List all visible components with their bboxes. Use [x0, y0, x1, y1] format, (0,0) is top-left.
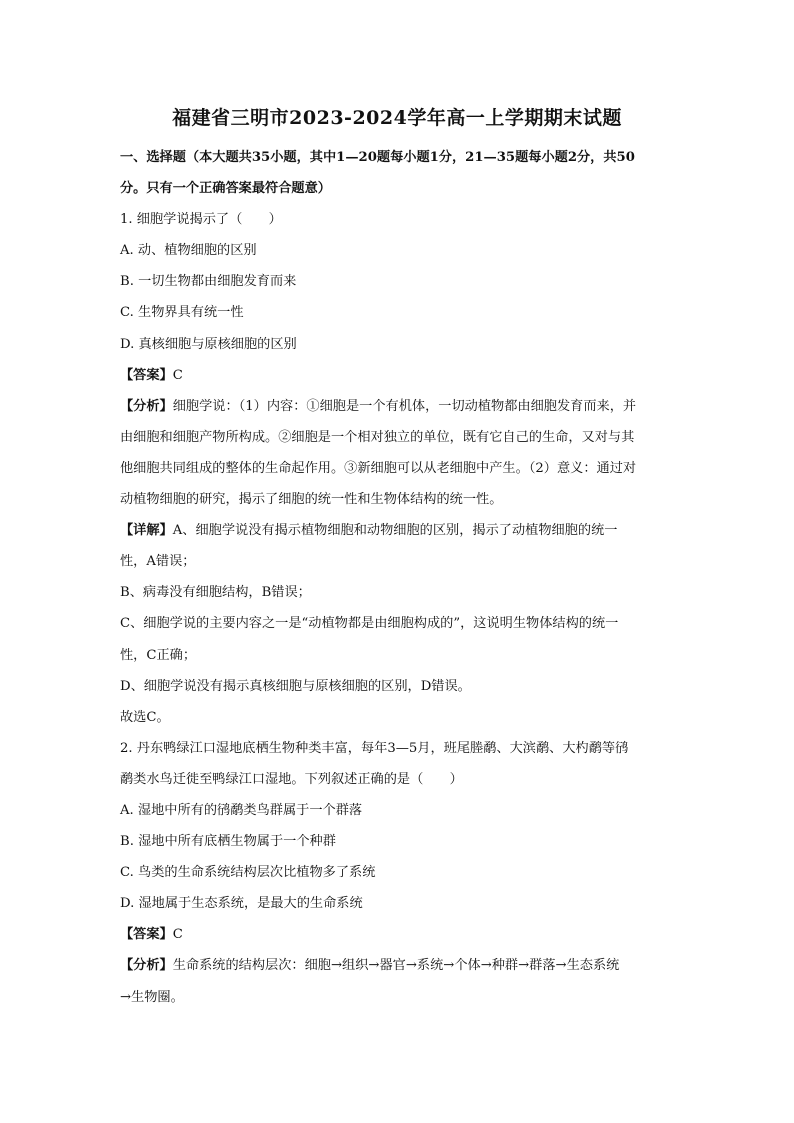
section-header-line: 一、选择题（本大题共35小题，其中1—20题每小题1分，21—35题每小题2分，共50 [120, 150, 635, 165]
option-b: B. 湿地中所有底栖生物属于一个种群 [120, 834, 336, 850]
question-stem: 鹬类水鸟迁徙至鸭绿江口湿地。下列叙述正确的是（ ） [120, 771, 463, 787]
option-a: A. 动、植物细胞的区别 [120, 243, 257, 259]
option-c: C. 鸟类的生命系统结构层次比植物多了系统 [120, 865, 376, 881]
answer-tag: 【答案】 [120, 927, 173, 943]
analysis-line: →生物圈。 [120, 989, 184, 1005]
detail-line: D、细胞学说没有揭示真核细胞与原核细胞的区别，D错误。 [120, 678, 471, 694]
question-stem: 1. 细胞学说揭示了（ ） [120, 212, 282, 228]
detail-line [120, 515, 680, 546]
question-2 [120, 733, 680, 1013]
analysis-line: 他细胞共同组成的整体的生命起作用。③新细胞可以从老细胞中产生。（2）意义：通过对 [120, 460, 637, 476]
analysis-line: 动植物细胞的研究，揭示了细胞的统一性和生物体结构的统一性。 [120, 492, 503, 508]
section-header-line: 分。只有一个正确答案最符合题意） [120, 181, 331, 197]
answer-value: C [172, 927, 183, 943]
detail-line: 故选C。 [120, 709, 170, 725]
answer-line [120, 919, 680, 950]
option-d: D. 湿地属于生态系统，是最大的生命系统 [120, 896, 363, 912]
analysis-text: 细胞学说：（1）内容：①细胞是一个有机体，一切动植物都由细胞发育而来，并 [172, 398, 637, 414]
detail-line: B、病毒没有细胞结构，B错误； [120, 585, 311, 601]
question-1 [120, 204, 680, 733]
answer-line [120, 360, 680, 391]
analysis-line: 由细胞和细胞产物所构成。②细胞是一个相对独立的单位，既有它自己的生命，又对与其 [120, 429, 635, 445]
analysis-text: 生命系统的结构层次：细胞→组织→器官→系统→个体→种群→群落→生态系统 [172, 958, 620, 974]
analysis-line [120, 391, 680, 422]
document-body [120, 142, 680, 1013]
answer-tag: 【答案】 [120, 367, 173, 383]
option-a: A. 湿地中所有的鸻鹬类鸟群属于一个群落 [120, 802, 363, 818]
detail-tag: 【详解】 [120, 523, 173, 539]
option-c: C. 生物界具有统一性 [120, 305, 244, 321]
option-b: B. 一切生物都由细胞发育而来 [120, 274, 297, 290]
answer-value: C [172, 367, 183, 383]
detail-line: 性，A错误； [120, 554, 196, 570]
detail-line: C、细胞学说的主要内容之一是“动植物都是由细胞构成的”，这说明生物体结构的统一 [120, 616, 619, 632]
detail-line: 性，C正确； [120, 647, 197, 663]
document-title: 福建省三明市2023-2024学年高一上学期期末试题 [172, 107, 622, 129]
analysis-line [120, 950, 680, 981]
analysis-tag: 【分析】 [120, 398, 173, 414]
detail-text: A、细胞学说没有揭示植物细胞和动物细胞的区别，揭示了动植物细胞的统一 [172, 523, 618, 539]
question-stem: 2. 丹东鸭绿江口湿地底栖生物种类丰富，每年3—5月，班尾塍鹬、大滨鹬、大杓鹬等鸻 [120, 740, 629, 756]
analysis-tag: 【分析】 [120, 958, 173, 974]
option-d: D. 真核细胞与原核细胞的区别 [120, 336, 297, 352]
